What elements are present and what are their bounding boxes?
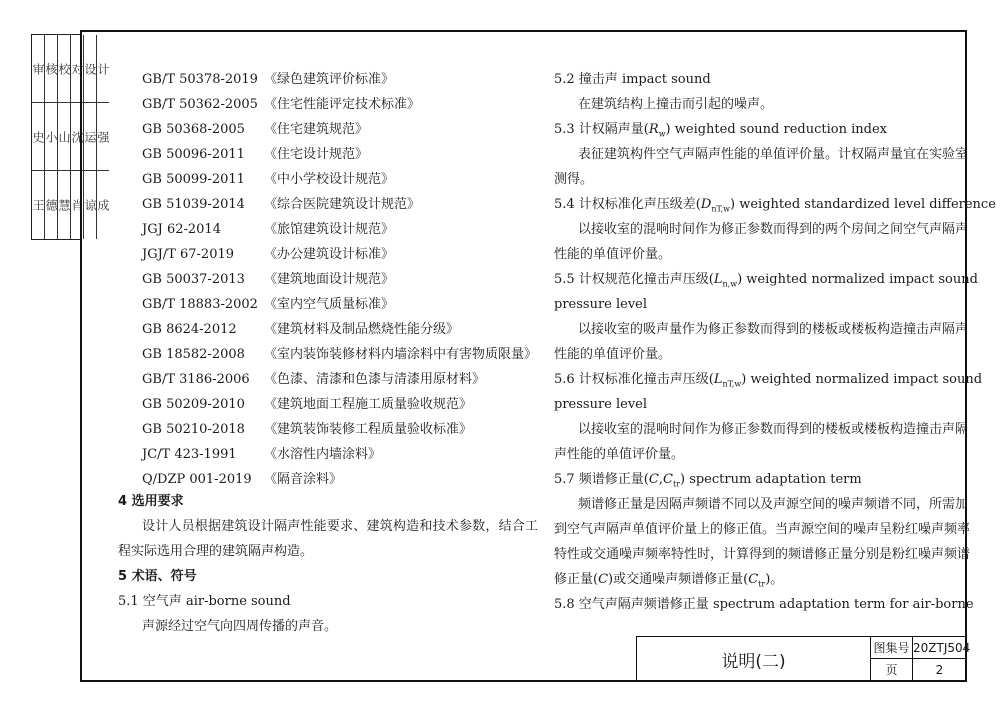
section-5-3-text: 表征建筑构件空气声隔声性能的单值评价量。计权隔声量宜在实验室 bbox=[578, 147, 969, 162]
section-5-6-text: 以接收室的混响时间作为修正参数而得到的楼板或楼板构造撞击声隔 bbox=[578, 422, 969, 437]
reference-code: GB/T 3186-2006 bbox=[142, 372, 250, 387]
sign-cell: 德 bbox=[45, 171, 58, 239]
symbol: C bbox=[748, 572, 759, 587]
title-block bbox=[636, 636, 971, 682]
reference-title: 《建筑装饰装修工程质量验收标准》 bbox=[264, 422, 473, 437]
reference-row bbox=[142, 270, 537, 295]
reference-title: 《色漆、清漆和色漆与清漆用原材料》 bbox=[264, 372, 486, 387]
right-column-text bbox=[554, 70, 996, 620]
reference-code: GB 51039-2014 bbox=[142, 197, 245, 212]
reference-title: 《办公建筑设计标准》 bbox=[264, 247, 395, 262]
atlas-number-value: 20ZTJ504 bbox=[913, 637, 966, 659]
sign-cell: 沈 bbox=[71, 103, 84, 171]
reference-code: JC/T 423-1991 bbox=[142, 447, 237, 462]
sign-cell: 山 bbox=[58, 103, 71, 171]
section-5-4-text: 性能的单值评价量。 bbox=[554, 247, 672, 262]
reference-title: 《建筑地面设计规范》 bbox=[264, 272, 395, 287]
section-4-text: 设计人员根据建筑设计隔声性能要求、建筑构造和技术参数，结合工 bbox=[142, 519, 538, 534]
reference-row bbox=[142, 245, 537, 270]
section-5-1-text: 声源经过空气向四周传播的声音。 bbox=[142, 619, 338, 634]
reference-title: 《住宅建筑规范》 bbox=[264, 122, 369, 137]
reference-code: GB 18582-2008 bbox=[142, 347, 245, 362]
atlas-number-label: 图集号 bbox=[871, 637, 913, 659]
reference-code: GB 50037-2013 bbox=[142, 272, 245, 287]
sign-cell: 对 bbox=[71, 35, 84, 103]
symbol: L bbox=[713, 372, 723, 387]
section-5-4-heading: 5.4 计权标准化声压级差$(D_{nT,w})$ weighted standardized level difference bbox=[554, 197, 996, 214]
symbol-subscript: n,w bbox=[722, 279, 738, 289]
reference-row bbox=[142, 320, 537, 345]
reference-code: JGJ/T 67-2019 bbox=[142, 247, 235, 262]
reference-code: GB 8624-2012 bbox=[142, 322, 237, 337]
section-4-text: 程实际选用合理的建筑隔声构造。 bbox=[118, 544, 314, 559]
reference-code: GB/T 18883-2002 bbox=[142, 297, 258, 312]
page-number: 2 bbox=[935, 663, 944, 677]
signature-strip bbox=[31, 34, 110, 240]
sign-cell: 慧 bbox=[58, 171, 71, 239]
reference-title: 《室内装饰装修材料内墙涂料中有害物质限量》 bbox=[264, 347, 538, 362]
symbol: R bbox=[648, 122, 659, 137]
sign-cell: 强 bbox=[97, 103, 109, 171]
section-5-3-text: 测得。 bbox=[554, 172, 594, 187]
sign-cell: 谅 bbox=[84, 171, 97, 239]
section-5-7-text: 到空气声隔声单值评价量上的修正值。当声源空间的噪声呈粉红噪声频率 bbox=[554, 522, 971, 537]
section-5-6-heading: 5.6 计权标准化撞击声压级$(L_{nT,w})$ weighted normalized impact sound bbox=[554, 372, 983, 389]
sign-cell: 运 bbox=[84, 103, 97, 171]
reference-code: GB 50209-2010 bbox=[142, 397, 245, 412]
reference-code: JGJ 62-2014 bbox=[142, 222, 221, 237]
section-5-2-text: 在建筑结构上撞击而引起的噪声。 bbox=[578, 97, 774, 112]
reference-title: 《水溶性内墙涂料》 bbox=[264, 447, 382, 462]
symbol-subscript: nT,w bbox=[722, 379, 742, 389]
symbol: D bbox=[700, 197, 712, 212]
page-label: 页 bbox=[871, 659, 913, 681]
reference-title: 《绿色建筑评价标准》 bbox=[264, 72, 395, 87]
reference-row bbox=[142, 445, 537, 470]
reference-row bbox=[142, 420, 537, 445]
reference-row bbox=[142, 370, 537, 395]
reference-row bbox=[142, 195, 537, 220]
reference-title: 《室内空气质量标准》 bbox=[264, 297, 395, 312]
reference-row bbox=[142, 120, 537, 145]
reference-list bbox=[142, 70, 537, 495]
sign-cell: 小 bbox=[45, 103, 58, 171]
symbol: C bbox=[648, 472, 659, 487]
sign-cell: 史 bbox=[32, 103, 45, 171]
section-5-8-heading: 5.8 空气声隔声频谱修正量 spectrum adaptation term for air-borne bbox=[554, 597, 974, 612]
section-5-5-text: 以接收室的吸声量作为修正参数而得到的楼板或楼板构造撞击声隔声 bbox=[578, 322, 969, 337]
reference-title: 《综合医院建筑设计规范》 bbox=[264, 197, 421, 212]
section-5-7-text: 特性或交通噪声频率特性时，计算得到的频谱修正量分别是粉红噪声频谱 bbox=[554, 547, 971, 562]
section-5-6-heading-cont: pressure level bbox=[554, 397, 648, 412]
section-5-6-text: 声性能的单值评价量。 bbox=[554, 447, 685, 462]
reference-row bbox=[142, 95, 537, 120]
sign-cell: 成 bbox=[96, 199, 110, 211]
section-5-5-text: 性能的单值评价量。 bbox=[554, 347, 672, 362]
section-5-2-heading: 5.2 撞击声 impact sound bbox=[554, 72, 711, 87]
sign-cell: 校 bbox=[58, 35, 71, 103]
reference-code: GB 50210-2018 bbox=[142, 422, 245, 437]
section-5-7-heading: 5.7 频谱修正量$(C,C_{tr})$ spectrum adaptation term bbox=[554, 472, 862, 489]
section-5-4-text: 以接收室的混响时间作为修正参数而得到的两个房间之间空气声隔声 bbox=[578, 222, 969, 237]
section-5-7-text: 修正量(C)或交通噪声频谱修正量$(C_{tr})$。 bbox=[554, 572, 784, 589]
reference-title: 《中小学校设计规范》 bbox=[264, 172, 395, 187]
symbol-subscript: tr bbox=[672, 479, 680, 489]
reference-title: 《住宅性能评定技术标准》 bbox=[264, 97, 421, 112]
reference-code: GB 50099-2011 bbox=[142, 172, 245, 187]
reference-row bbox=[142, 295, 537, 320]
reference-code: GB/T 50378-2019 bbox=[142, 72, 258, 87]
symbol-subscript: nT,w bbox=[711, 204, 731, 214]
reference-row bbox=[142, 220, 537, 245]
reference-row bbox=[142, 145, 537, 170]
symbol: C bbox=[662, 472, 673, 487]
sign-cell: 审 bbox=[32, 35, 45, 103]
section-5-3-heading: 5.3 计权隔声量$(R_w)$ weighted sound reduction index bbox=[554, 122, 887, 139]
left-column-text bbox=[118, 492, 538, 642]
section-5-5-heading-cont: pressure level bbox=[554, 297, 648, 312]
section-5-5-heading: 5.5 计权规范化撞击声压级$(L_{n,w})$ weighted normalized impact sound bbox=[554, 272, 978, 289]
reference-title: 《旅馆建筑设计规范》 bbox=[264, 222, 395, 237]
reference-title: 《建筑地面工程施工质量验收规范》 bbox=[264, 397, 473, 412]
reference-code: Q/DZP 001-2019 bbox=[142, 472, 252, 487]
section-5-heading: 5 术语、符号 bbox=[118, 569, 197, 584]
section-4-heading: 4 选用要求 bbox=[118, 494, 184, 509]
reference-row bbox=[142, 345, 537, 370]
sign-cell: 肖 bbox=[71, 171, 84, 239]
symbol: L bbox=[713, 272, 723, 287]
section-5-1-heading: 5.1 空气声 air-borne sound bbox=[118, 594, 291, 609]
drawing-title: 说明(二) bbox=[637, 637, 871, 681]
sign-cell: 设 bbox=[84, 35, 97, 103]
reference-title: 《建筑材料及制品燃烧性能分级》 bbox=[264, 322, 460, 337]
sign-cell: 王 bbox=[32, 171, 45, 239]
symbol-subscript: tr bbox=[758, 579, 766, 589]
symbol: C bbox=[598, 572, 609, 587]
reference-code: GB 50096-2011 bbox=[142, 147, 245, 162]
sign-cell: 核 bbox=[45, 35, 58, 103]
reference-row bbox=[142, 395, 537, 420]
reference-title: 《隔音涂料》 bbox=[264, 472, 343, 487]
reference-code: GB/T 50362-2005 bbox=[142, 97, 258, 112]
symbol-subscript: w bbox=[658, 129, 666, 139]
reference-row bbox=[142, 70, 537, 95]
reference-row bbox=[142, 170, 537, 195]
reference-title: 《住宅设计规范》 bbox=[264, 147, 369, 162]
sign-cell: 计 bbox=[97, 35, 109, 103]
section-5-7-text: 频谱修正量是因隔声频谱不同以及声源空间的噪声频谱不同，所需加 bbox=[578, 497, 969, 512]
reference-code: GB 50368-2005 bbox=[142, 122, 245, 137]
